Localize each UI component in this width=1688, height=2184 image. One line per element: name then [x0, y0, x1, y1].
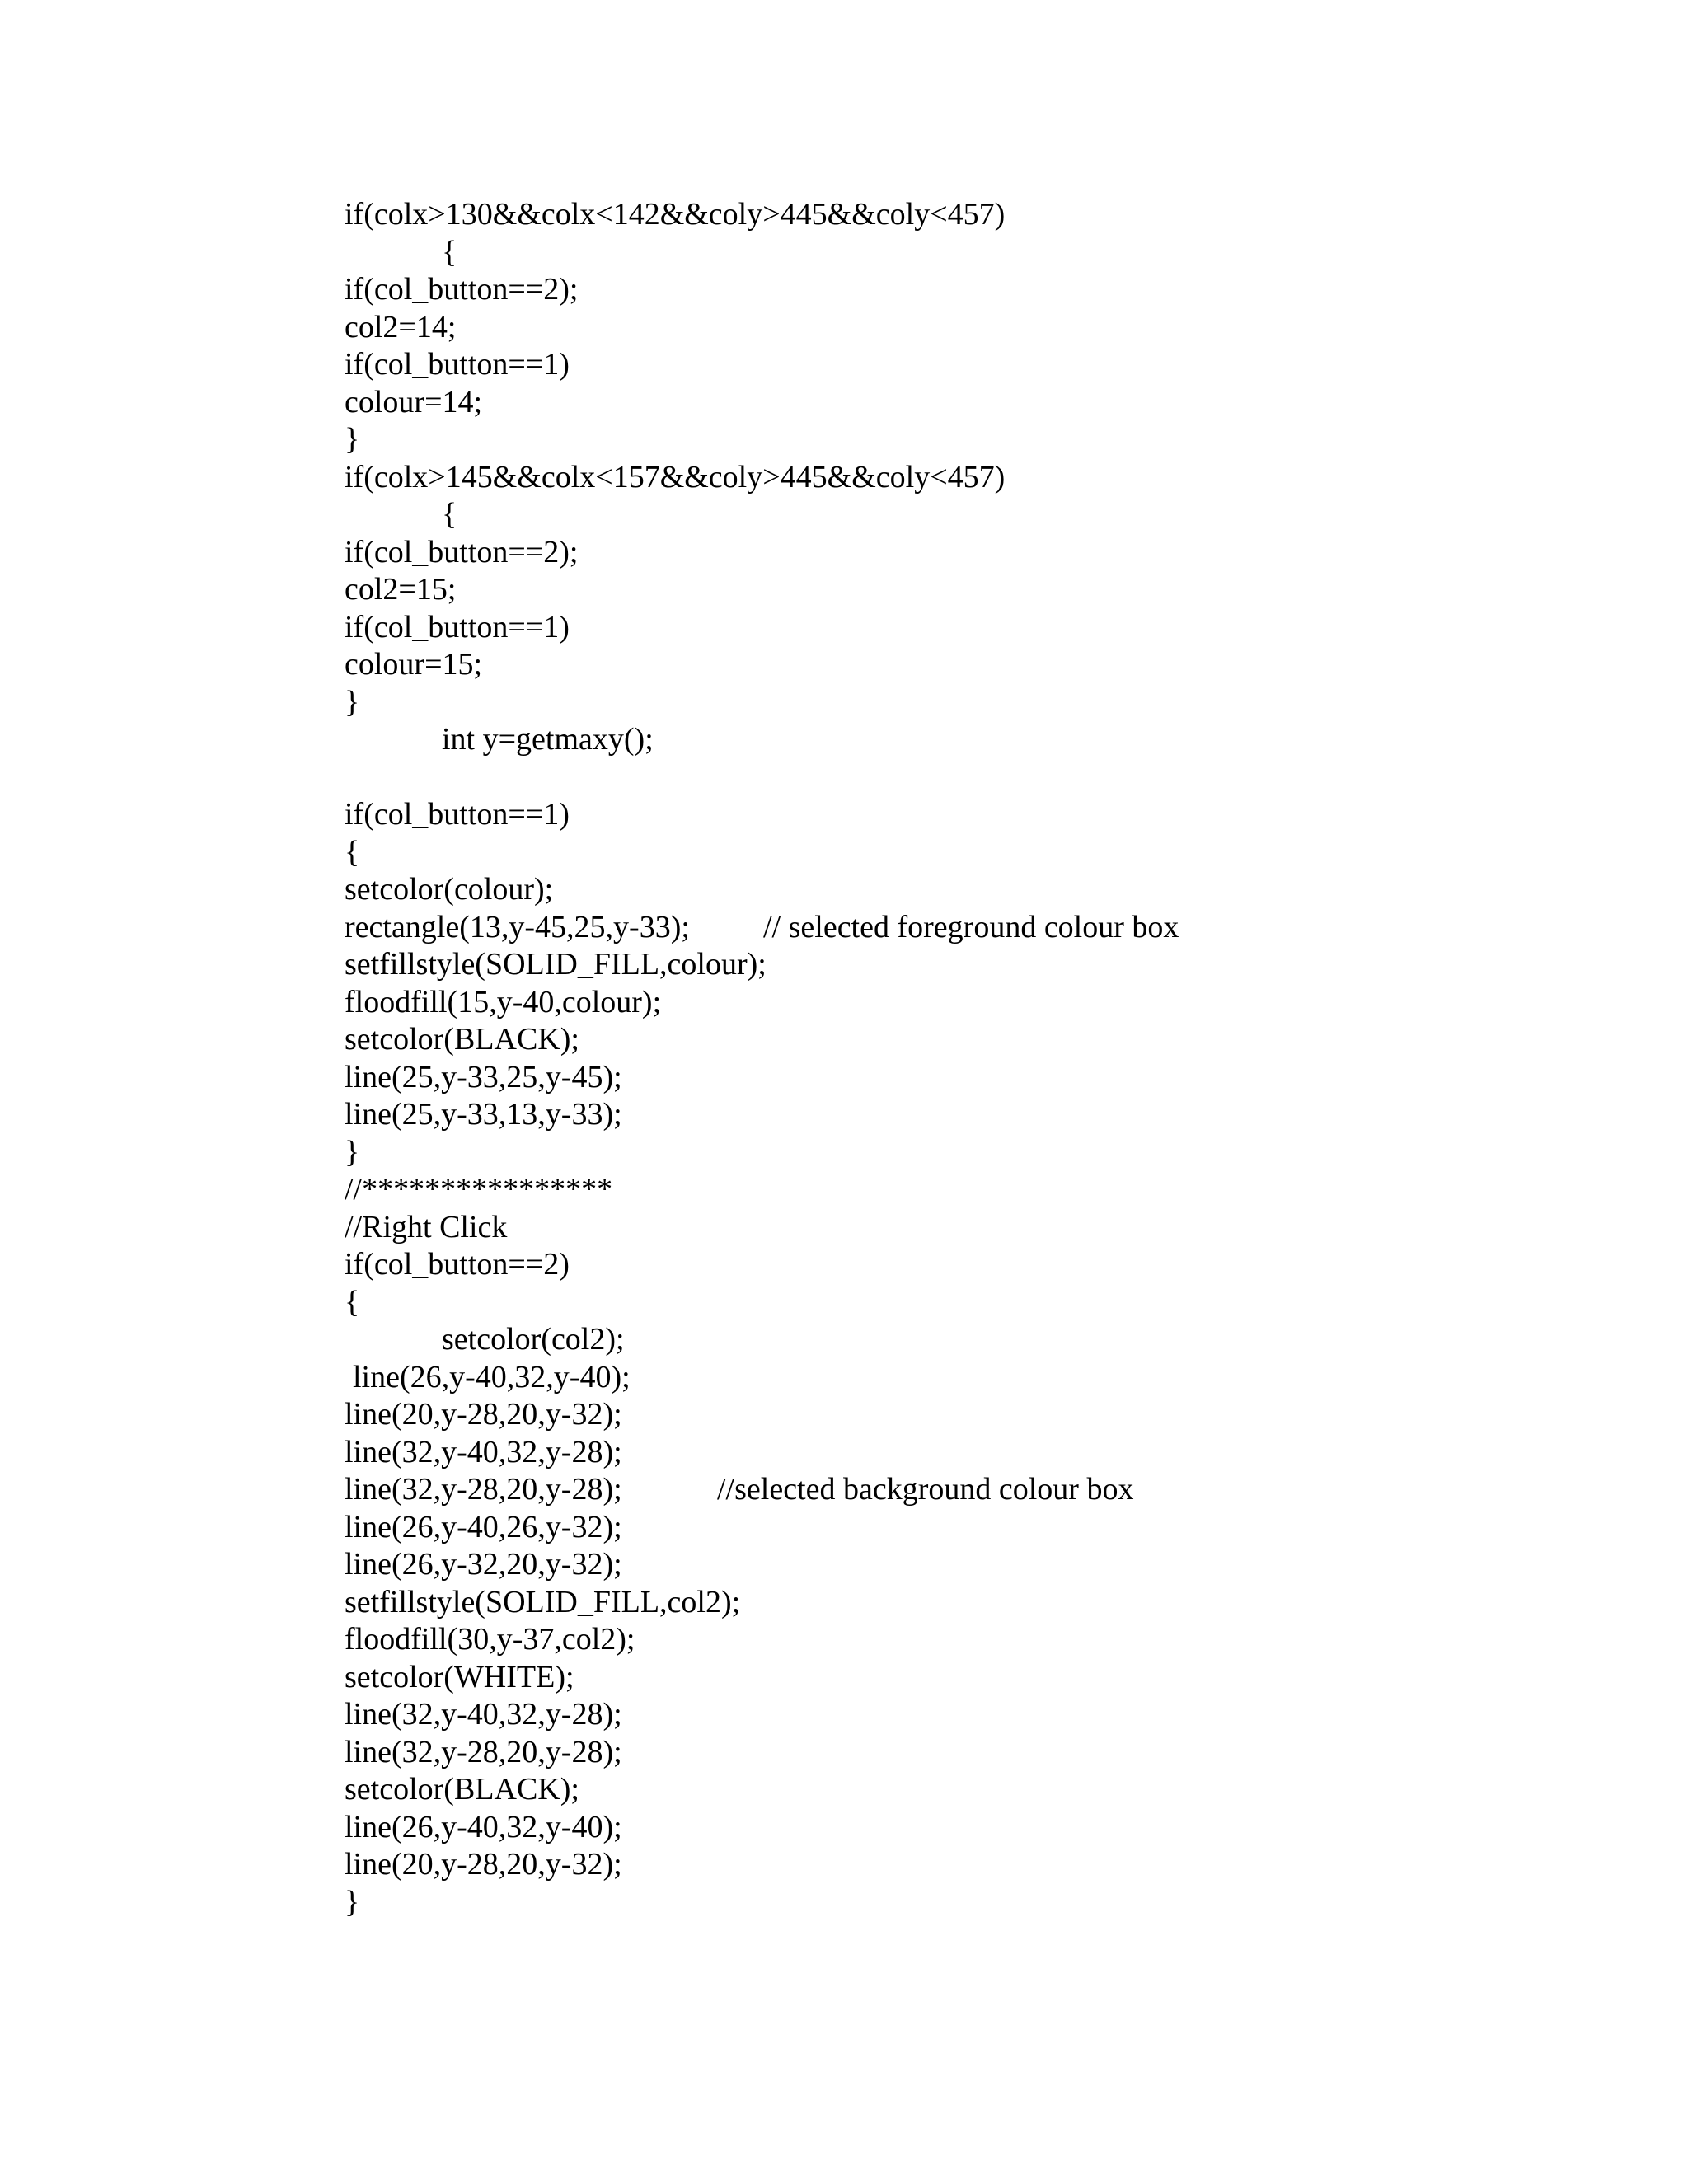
code-text: line(25,y-33,13,y-33);: [345, 1097, 622, 1132]
code-text: {: [345, 834, 360, 869]
code-text: rectangle(13,y-45,25,y-33);: [345, 909, 690, 944]
code-text: line(32,y-28,20,y-28);: [345, 1734, 622, 1769]
code-text: {: [345, 1284, 360, 1319]
code-text: line(32,y-28,20,y-28);: [345, 1472, 622, 1507]
code-line: [345, 196, 1630, 234]
code-text: line(32,y-40,32,y-28);: [345, 1434, 622, 1469]
code-text: //Right Click: [345, 1209, 508, 1244]
code-line: [345, 1509, 1630, 1547]
code-text: int y=getmaxy();: [442, 722, 654, 757]
code-line: [345, 834, 1630, 872]
code-line: [345, 946, 1630, 984]
code-line: [345, 1021, 1630, 1059]
code-line: [345, 1096, 1630, 1134]
code-text: colour=15;: [345, 647, 483, 682]
code-line: [345, 1434, 1630, 1472]
code-text: floodfill(30,y-37,col2);: [345, 1622, 635, 1657]
code-line: [345, 346, 1630, 384]
code-line: [345, 1359, 1630, 1397]
code-line: [345, 1584, 1630, 1622]
code-text: line(26,y-40,32,y-40);: [345, 1809, 622, 1844]
code-line: [345, 684, 1630, 722]
code-text: colour=14;: [345, 384, 483, 419]
code-line: [345, 984, 1630, 1022]
code-line: [345, 271, 1630, 309]
code-text: line(26,y-40,32,y-40);: [353, 1359, 631, 1394]
code-line: [345, 1209, 1630, 1247]
code-line: [345, 1546, 1630, 1584]
code-text: line(32,y-40,32,y-28);: [345, 1697, 622, 1732]
code-text: {: [442, 497, 457, 532]
code-text: line(25,y-33,25,y-45);: [345, 1059, 622, 1094]
code-text: setcolor(colour);: [345, 872, 554, 907]
code-text: if(col_button==2);: [345, 534, 579, 569]
code-text: if(col_button==1): [345, 797, 570, 832]
code-line: [345, 1846, 1630, 1884]
code-text: line(26,y-40,26,y-32);: [345, 1509, 622, 1544]
code-line: [345, 909, 1630, 947]
code-line: [345, 646, 1630, 684]
code-text: if(col_button==1): [345, 609, 570, 644]
code-text: setcolor(BLACK);: [345, 1772, 579, 1807]
code-line: [345, 421, 1630, 459]
code-text: if(colx>130&&colx<142&&coly>445&&coly<457): [345, 197, 1006, 232]
code-text: floodfill(15,y-40,colour);: [345, 984, 662, 1019]
code-line: [345, 1321, 1630, 1359]
code-text: {: [442, 234, 457, 269]
code-comment: //selected background colour box: [717, 1472, 1134, 1507]
code-text: }: [345, 422, 360, 457]
code-line: [345, 1734, 1630, 1772]
code-line: [345, 1621, 1630, 1659]
code-comment: // selected foreground colour box: [763, 909, 1179, 944]
code-text: setcolor(BLACK);: [345, 1022, 579, 1057]
code-line: [345, 1284, 1630, 1322]
code-line: [345, 1809, 1630, 1847]
code-line: [345, 534, 1630, 572]
code-line: [345, 721, 1630, 759]
code-text: if(col_button==1): [345, 347, 570, 382]
code-line: [345, 234, 1630, 272]
code-text: //****************: [345, 1172, 613, 1207]
code-line: [345, 1884, 1630, 1922]
code-line: [345, 571, 1630, 609]
code-text: if(colx>145&&colx<157&&coly>445&&coly<457): [345, 459, 1006, 494]
code-line: [345, 759, 1630, 797]
code-text: }: [345, 1884, 360, 1919]
code-text: if(col_button==2);: [345, 272, 579, 307]
code-text: }: [345, 684, 360, 719]
code-line: [345, 1171, 1630, 1209]
code-text: if(col_button==2): [345, 1247, 570, 1282]
code-line: [345, 1471, 1630, 1509]
code-line: [345, 496, 1630, 534]
code-line: [345, 871, 1630, 909]
code-line: [345, 609, 1630, 647]
code-line: [345, 1696, 1630, 1734]
code-line: [345, 384, 1630, 422]
code-line: [345, 1246, 1630, 1284]
code-listing: [345, 196, 1630, 1921]
code-text: setcolor(WHITE);: [345, 1659, 574, 1694]
code-text: line(20,y-28,20,y-32);: [345, 1397, 622, 1432]
code-text: setfillstyle(SOLID_FILL,col2);: [345, 1584, 741, 1619]
code-line: [345, 1134, 1630, 1172]
code-line: [345, 459, 1630, 497]
code-line: [345, 309, 1630, 347]
code-text: line(26,y-32,20,y-32);: [345, 1547, 622, 1582]
code-line: [345, 1771, 1630, 1809]
code-text: col2=15;: [345, 572, 457, 607]
code-text: setcolor(col2);: [442, 1322, 625, 1357]
code-text: col2=14;: [345, 309, 457, 344]
code-text: setfillstyle(SOLID_FILL,colour);: [345, 947, 767, 982]
code-line: [345, 1659, 1630, 1697]
code-text: line(20,y-28,20,y-32);: [345, 1847, 622, 1882]
code-text: }: [345, 1134, 360, 1169]
code-line: [345, 1059, 1630, 1097]
code-line: [345, 1396, 1630, 1434]
code-line: [345, 796, 1630, 834]
